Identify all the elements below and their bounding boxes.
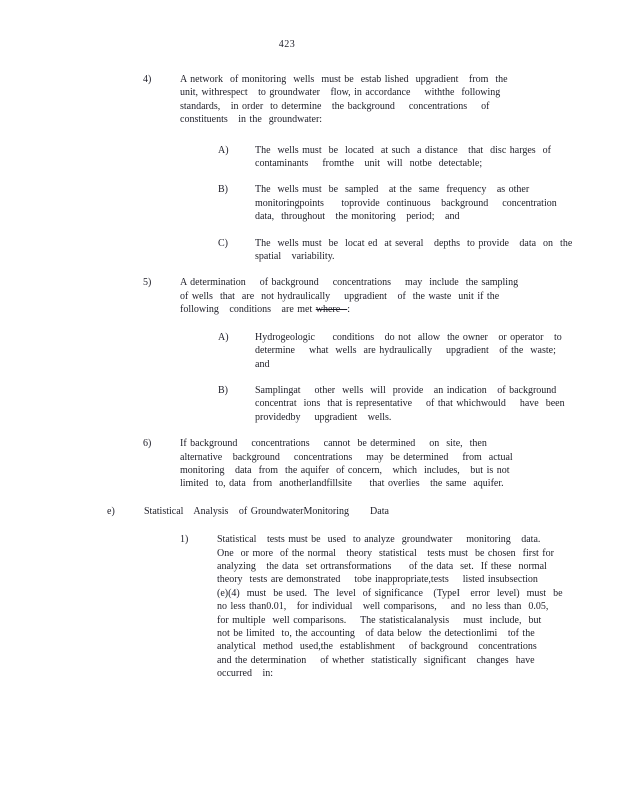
item-text	[255, 331, 562, 371]
text-segment: following conditions are met	[180, 304, 316, 316]
list-item-5a	[218, 331, 618, 371]
list-item-4c	[218, 237, 618, 264]
item-text	[144, 505, 389, 518]
item-label: A)	[218, 331, 229, 343]
text-line: If background concentrations cannot be determined on site, then	[180, 438, 487, 450]
list-item-5	[143, 276, 618, 316]
list-item-e1	[180, 533, 618, 680]
item-text	[180, 73, 508, 127]
section-title: Statistical Analysis of GroundwaterMonitoring Data	[144, 505, 389, 517]
text-line: no less than0.01, for individual well comparisons, and no less than 0.05,	[217, 601, 549, 613]
list-item-6	[143, 437, 618, 491]
text-line: The wells must be located at such a distance that disc harges of	[255, 144, 552, 156]
text-line: determine what wells are hydraulically upgradient of the waste;	[255, 345, 556, 357]
text-line: monitoringpoints toprovide continuous background concentration	[255, 197, 557, 209]
text-line: One or more of the normal theory statistical tests must be chosen first for	[217, 547, 554, 559]
text-line: occurred in:	[217, 668, 274, 680]
item-text	[180, 276, 518, 316]
text-line: standards, in order to determine the background concentrations of	[180, 100, 490, 112]
item-label: 6)	[143, 438, 152, 450]
item-label: C)	[218, 237, 228, 249]
text-line: and	[255, 358, 270, 370]
item-label: 4)	[143, 74, 152, 85]
page-number: 423	[278, 39, 296, 50]
text-line: concentrat ions that is representative of that whichwould have been	[255, 398, 565, 410]
text-line: not be limited to, the accounting of data below the detectionlimi tof the	[217, 628, 535, 639]
text-line: contaminants fromthe unit will notbe detectable;	[255, 158, 483, 170]
text-line: data, throughout the monitoring period; and	[255, 211, 460, 223]
document-body	[0, 73, 618, 681]
text-line: monitoring data from the aquifer of concern, which includes, but is not	[180, 464, 510, 476]
item-label: e)	[107, 505, 115, 517]
text-line: unit, withrespect to groundwater flow, in accordance withthe following	[180, 87, 501, 99]
text-line: (e)(4) must be used. The level of significance (TypeI error level) must be	[217, 587, 563, 599]
list-item-5b	[218, 384, 618, 424]
text-line: alternative background concentrations may be determined from actual	[180, 451, 513, 463]
text-line: theory tests are demonstrated tobe inappropriate,tests listed insubsection	[217, 574, 538, 586]
text-line	[180, 303, 518, 316]
struck-text: where	[315, 304, 348, 316]
text-line: analyzing the data set ortransformations of the data set. If these normal	[217, 560, 547, 572]
text-line: Samplingat other wells will provide an indication of background	[255, 384, 557, 396]
text-line: for multiple well comparisons. The statisticalanalysis must include, but	[217, 614, 542, 626]
text-line: limited to, data from anotherlandfillsite that overlies the same aquifer.	[180, 478, 504, 490]
text-line: The wells must be locat ed at several depths to provide data on the	[255, 237, 573, 249]
text-line: The wells must be sampled at the same frequency as other	[255, 184, 530, 196]
text-line: A determination of background concentrations may include the sampling	[180, 277, 519, 289]
item-text	[255, 384, 565, 424]
item-text	[255, 237, 572, 264]
text-line: spatial variability.	[255, 251, 335, 263]
text-line: Statistical tests must be used to analyze groundwater monitoring data.	[217, 534, 541, 546]
item-text	[255, 144, 551, 171]
item-text	[217, 533, 563, 680]
text-line: constituents in the groundwater:	[180, 114, 323, 126]
list-item-4b	[218, 183, 618, 223]
text-segment: :	[347, 304, 350, 316]
text-line: and the determination of whether statistically significant changes have	[217, 654, 535, 666]
text-line: A network of monitoring wells must be estab lished upgradient from the	[180, 74, 508, 85]
text-line: Hydrogeologic conditions do not allow the owner or operator to	[255, 331, 562, 343]
item-label: B)	[218, 384, 228, 396]
text-line: of wells that are not hydraulically upgradient of the waste unit if the	[180, 290, 500, 302]
text-line: analytical method used,the establishment of background concentrations	[217, 641, 537, 653]
list-item-4a	[218, 144, 618, 171]
list-item-4	[143, 73, 618, 127]
list-item-e	[107, 505, 618, 518]
item-label: B)	[218, 184, 228, 196]
item-label: A)	[218, 144, 229, 156]
text-line: providedby upgradient wells.	[255, 411, 392, 423]
item-label: 5)	[143, 277, 152, 289]
item-text	[180, 437, 513, 491]
item-text	[255, 183, 557, 223]
item-label: 1)	[180, 534, 189, 546]
